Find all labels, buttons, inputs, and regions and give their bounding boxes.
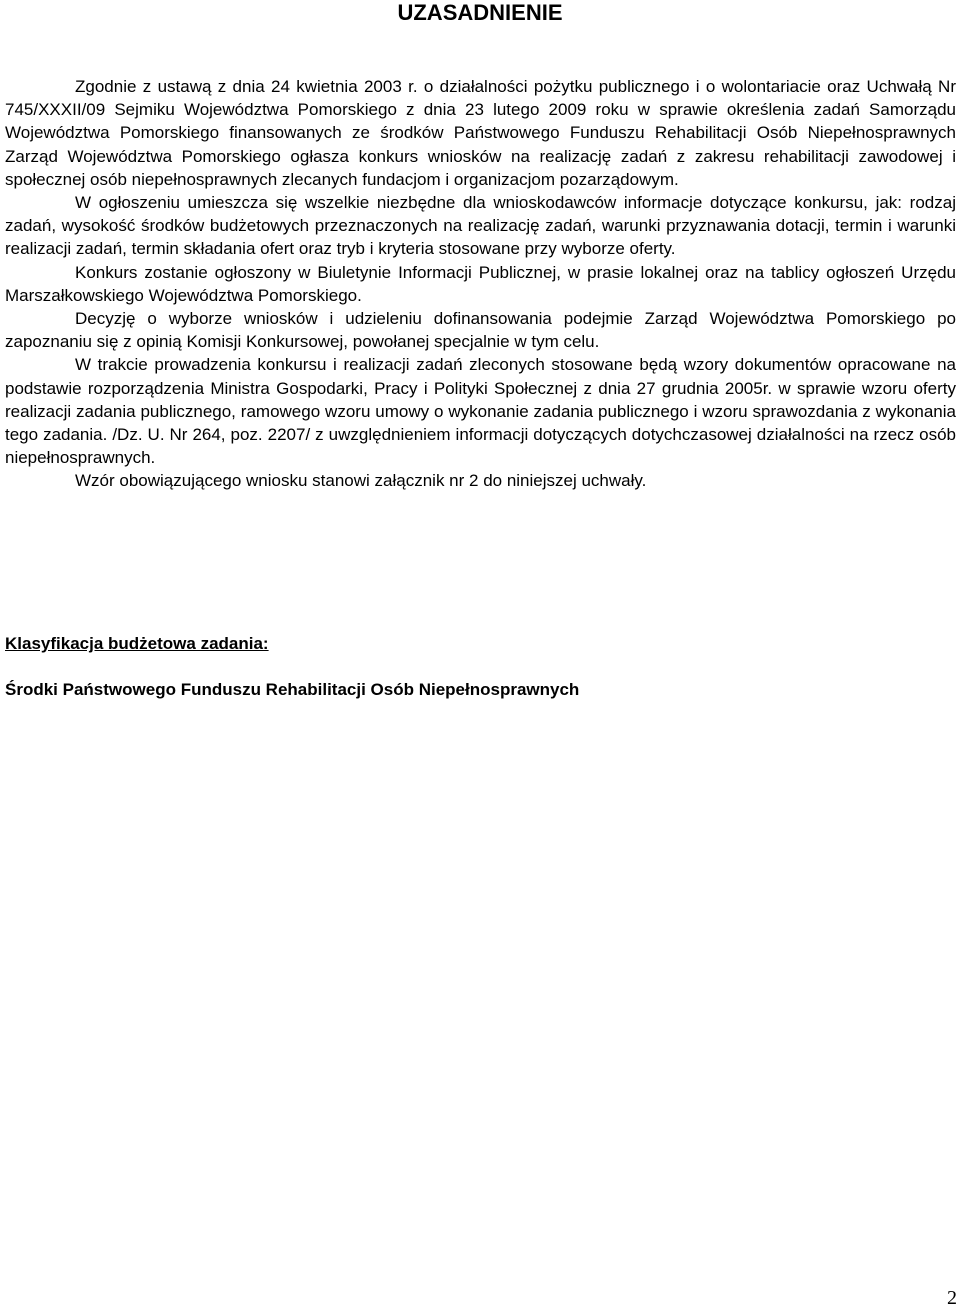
justification-body (5, 75, 956, 493)
page-number: 2 (947, 1287, 957, 1309)
paragraph-decision: Decyzję o wyborze wniosków i udzieleniu dofinansowania podejmie Zarząd Województwa Pomorskiego po zapoznaniu się z opinią Komisji Konkursowej, powołanej specjalnie w tym celu. (5, 309, 956, 352)
budget-classification-value: Środki Państwowego Funduszu Rehabilitacji Osób Niepełnosprawnych (5, 680, 580, 699)
paragraph-publication: Konkurs zostanie ogłoszony w Biuletynie Informacji Publicznej, w prasie lokalnej oraz na tablicy ogłoszeń Urzędu Marszałkowskiego Województwa Pomorskiego. (5, 262, 956, 305)
paragraph-document-templates: W trakcie prowadzenia konkursu i realizacji zadań zleconych stosowane będą wzory dokumentów opracowane na podstawie rozporządzenia Ministra Gospodarki, Pracy i Polityki Społecznej z dnia 27 grudnia 2005r. w sprawie wzoru oferty realizacji zadania publicznego, ramowego wzoru umowy o wykonanie zadania publicznego i wzoru sprawozdania z wykonania tego zadania. /Dz. U. Nr 264, poz. 2207/ z uwzględnieniem informacji dotyczących dotychczasowej działalności na rzecz osób niepełnosprawnych. (5, 355, 956, 468)
paragraph-announcement-contents: W ogłoszeniu umieszcza się wszelkie niezbędne dla wnioskodawców informacje dotyczące konkursu, jak: rodzaj zadań, wysokość środków budżetowych przeznaczonych na realizację zadań, warunki przyznawania dotacji, termin i warunki realizacji zadań, termin składania ofert oraz tryb i kryteria stosowane przy wyborze oferty. (5, 193, 956, 259)
document-title: UZASADNIENIE (397, 0, 563, 25)
budget-classification-label: Klasyfikacja budżetowa zadania: (5, 634, 269, 653)
paragraph-legal-basis: Zgodnie z ustawą z dnia 24 kwietnia 2003 r. o działalności pożytku publicznego i o wolontariacie oraz Uchwałą Nr 745/XXXII/09 Sejmiku Województwa Pomorskiego z dnia 23 lutego 2009 roku w sprawie określenia zadań Samorządu Województwa Pomorskiego finansowanych ze środków Państwowego Funduszu Rehabilitacji Osób Niepełnosprawnych Zarząd Województwa Pomorskiego ogłasza konkurs wniosków na realizację zadań z zakresu rehabilitacji zawodowej i społecznej osób niepełnosprawnych zlecanych fundacjom i organizacjom pozarządowym. (5, 77, 956, 189)
paragraph-application-template: Wzór obowiązującego wniosku stanowi załącznik nr 2 do niniejszej uchwały. (75, 471, 647, 491)
